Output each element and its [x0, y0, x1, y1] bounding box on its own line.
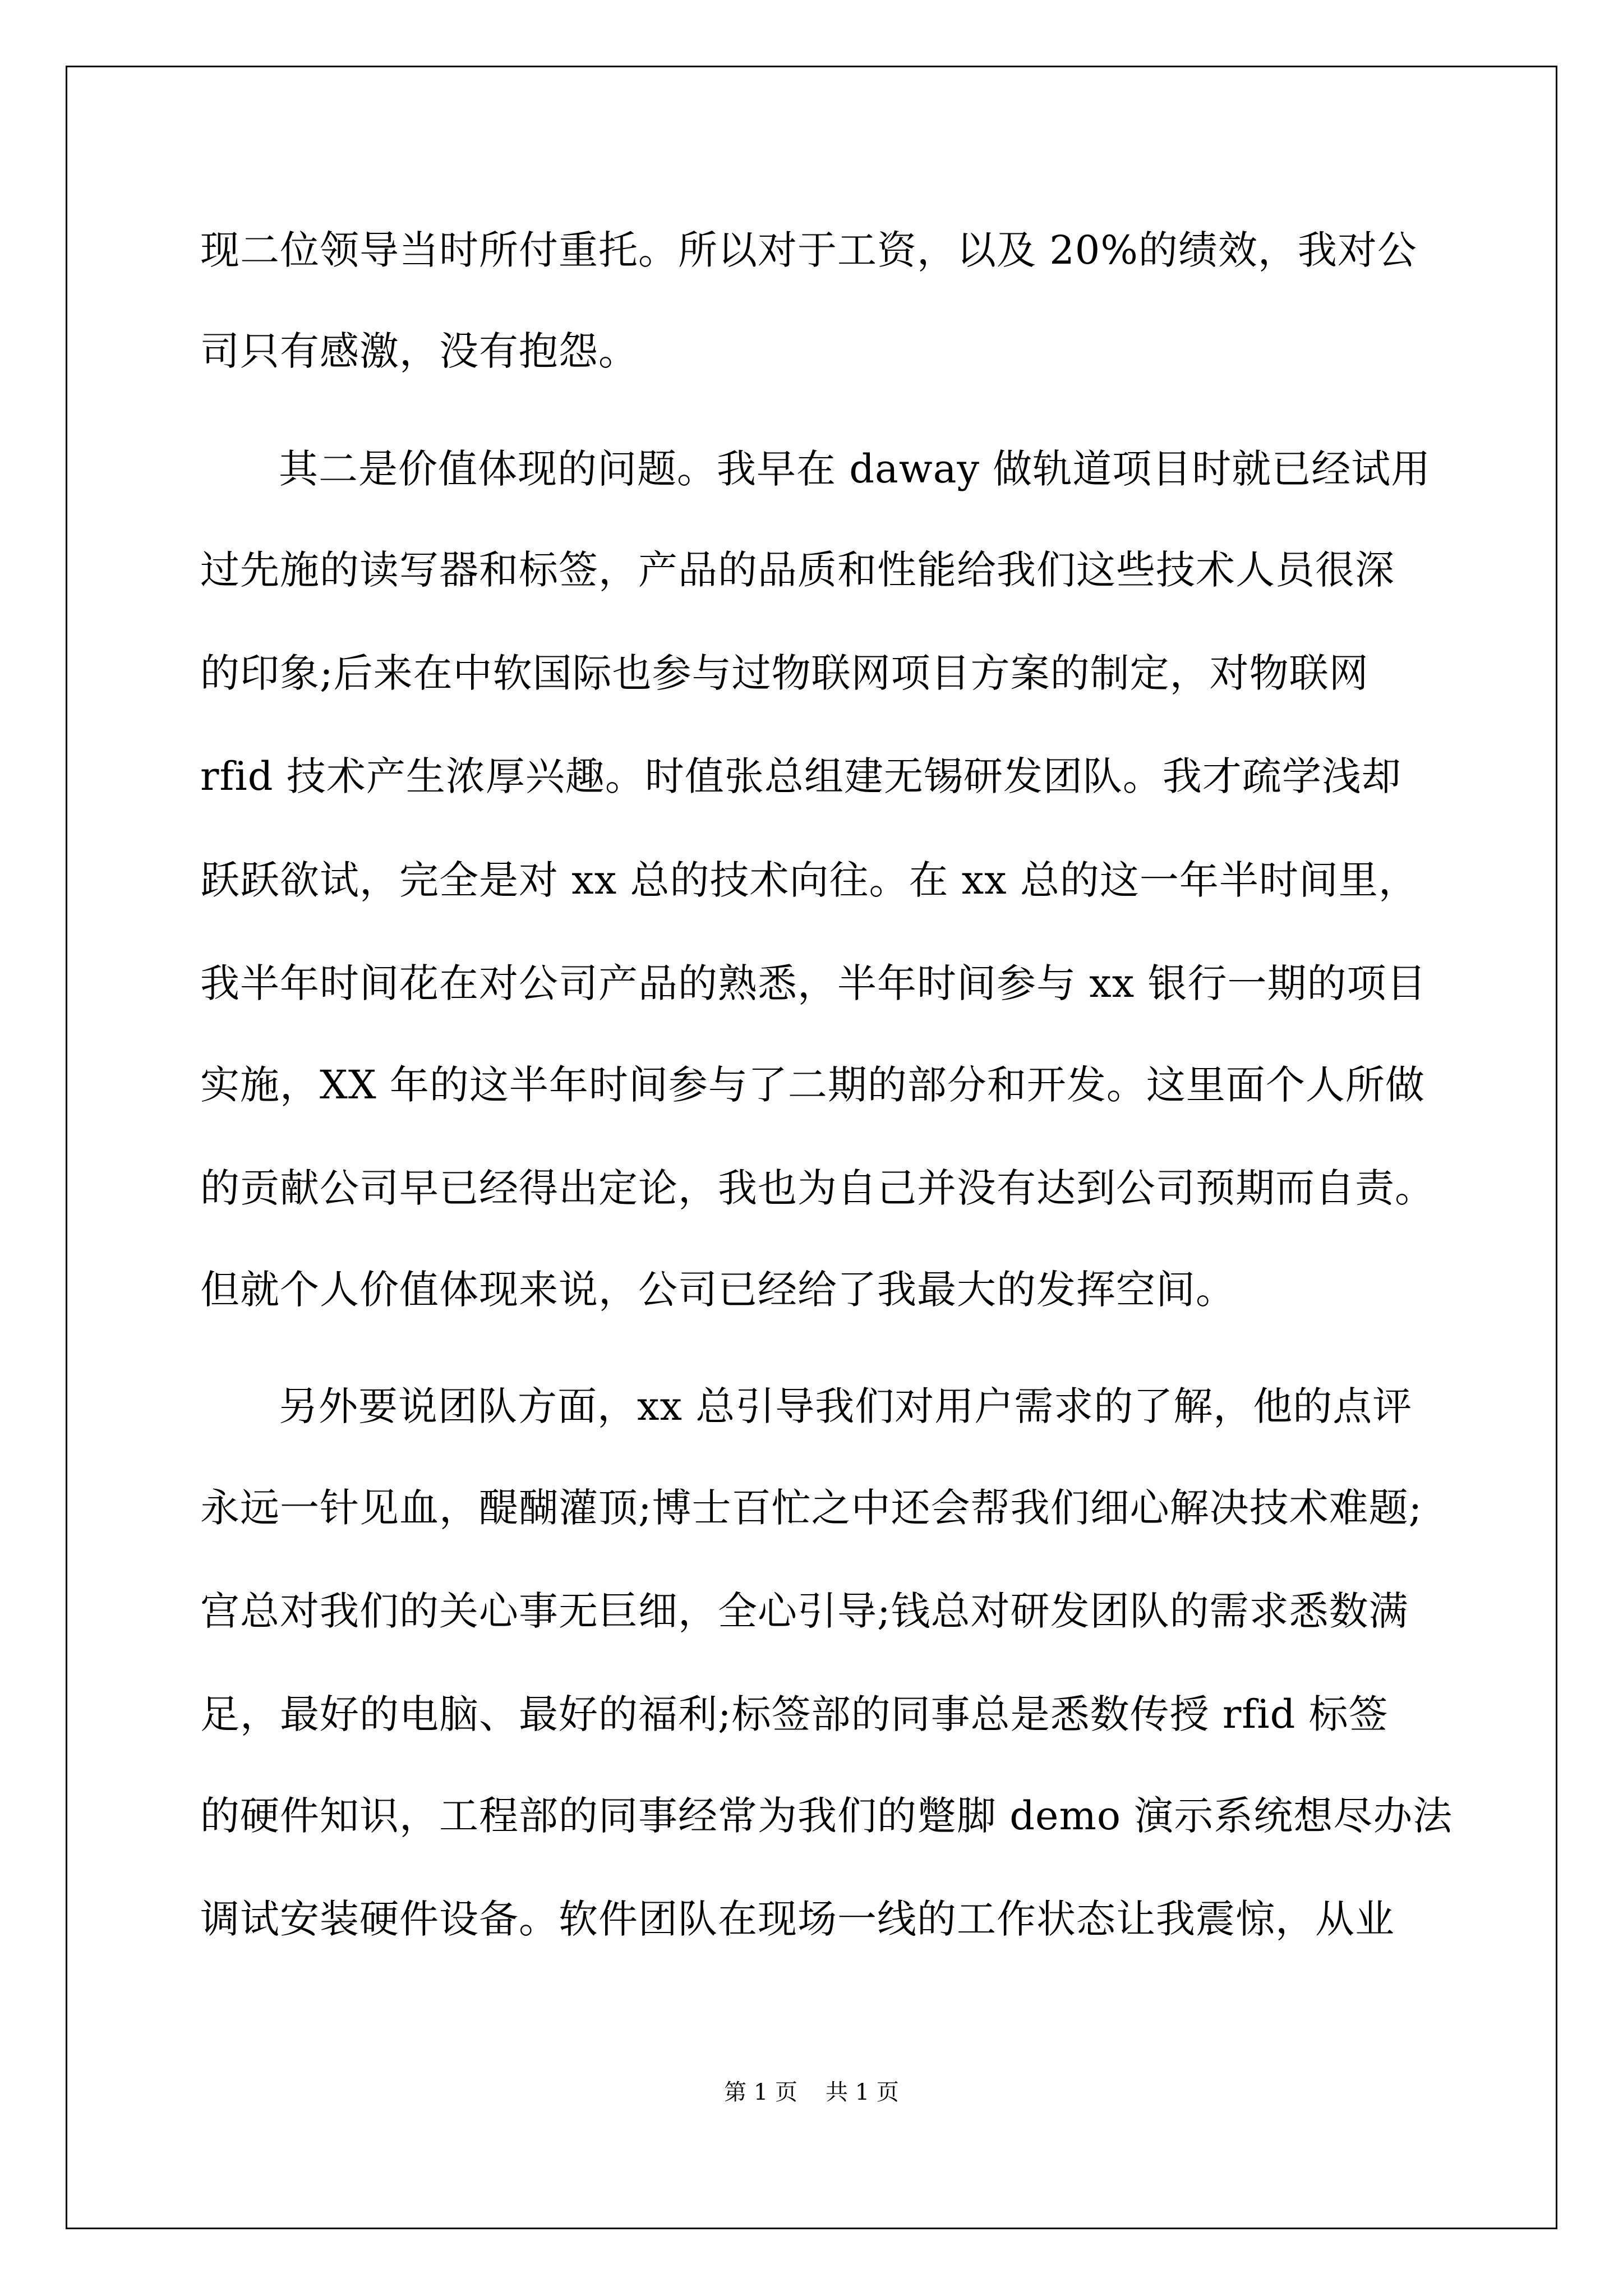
text-line-2: 司只有感激，没有抱怨。: [200, 328, 638, 374]
text-line-3: 其二是价值体现的问题。我早在 daway 做轨道项目时就已经试用: [279, 446, 1431, 492]
text-line-10: 的贡献公司早已经得出定论，我也为自己并没有达到公司预期而自责。: [200, 1165, 1435, 1211]
text-line-1: 现二位领导当时所付重托。所以对于工资，以及 20%的绩效，我对公: [200, 227, 1417, 273]
text-line-5: 的印象;后来在中软国际也参与过物联网项目方案的制定，对物联网: [200, 650, 1369, 696]
text-line-6: rfid 技术产生浓厚兴趣。时值张总组建无锡研发团队。我才疏学浅却: [200, 753, 1401, 799]
page-footer: [0, 2076, 1623, 2109]
text-line-8: 我半年时间花在对公司产品的熟悉，半年时间参与 xx 银行一期的项目: [200, 960, 1427, 1006]
text-line-4: 过先施的读写器和标签，产品的品质和性能给我们这些技术人员很深: [200, 547, 1395, 593]
text-line-9: 实施，XX 年的这半年时间参与了二期的部分和开发。这里面个人所做: [200, 1062, 1425, 1108]
text-line-7: 跃跃欲试，完全是对 xx 总的技术向往。在 xx 总的这一年半时间里，: [200, 857, 1418, 903]
text-line-15: 足，最好的电脑、最好的福利;标签部的同事总是悉数传授 rfid 标签: [200, 1691, 1389, 1737]
text-line-11: 但就个人价值体现来说，公司已经给了我最大的发挥空间。: [200, 1267, 1235, 1313]
page-total: 共 1 页: [826, 2079, 899, 2105]
text-line-17: 调试安装硬件设备。软件团队在现场一线的工作状态让我震惊，从业: [200, 1896, 1395, 1942]
text-line-16: 的硬件知识，工程部的同事经常为我们的蹩脚 demo 演示系统想尽办法: [200, 1793, 1453, 1839]
text-line-14: 宫总对我们的关心事无巨细，全心引导;钱总对研发团队的需求悉数满: [200, 1588, 1409, 1634]
text-line-13: 永远一针见血，醍醐灌顶;博士百忙之中还会帮我们细心解决技术难题;: [200, 1485, 1423, 1531]
text-line-12: 另外要说团队方面，xx 总引导我们对用户需求的了解，他的点评: [279, 1383, 1413, 1429]
page-number: 第 1 页: [724, 2079, 797, 2105]
